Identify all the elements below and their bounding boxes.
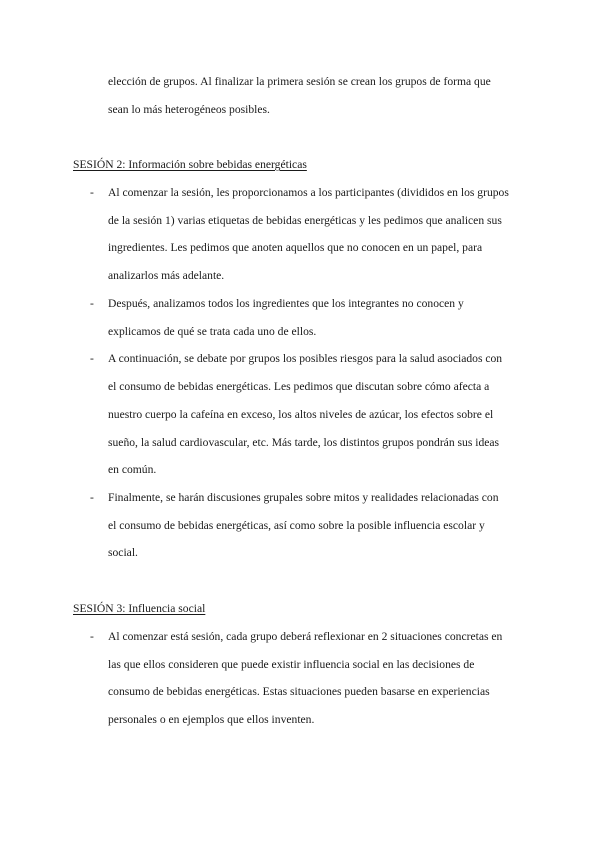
s3-b1-line-3: consumo de bebidas energéticas. Estas situaciones pueden basarse en experiencias [108, 685, 490, 698]
s2-b4-line-1: Finalmente, se harán discusiones grupales sobre mitos y realidades relacionadas con [108, 491, 499, 504]
s3-b1-line-4: personales o en ejemplos que ellos inventen. [108, 713, 315, 726]
s2-b4-line-2: el consumo de bebidas energéticas, así como sobre la posible influencia escolar y [108, 519, 485, 532]
s2-b3-line-1: A continuación, se debate por grupos los posibles riesgos para la salud asociados con [108, 352, 503, 365]
s2-b2-line-1: Después, analizamos todos los ingredientes que los integrantes no conocen y [108, 297, 464, 310]
s2-b3-line-5: en común. [108, 463, 157, 476]
s2-b4-line-3: social. [108, 546, 138, 559]
s2-b2-line-2: explicamos de qué se trata cada uno de ellos. [108, 325, 317, 338]
s3-b1-line-1: Al comenzar está sesión, cada grupo deberá reflexionar en 2 situaciones concretas en [108, 630, 503, 643]
s2-b1-line-3: ingredientes. Les pedimos que anoten aquellos que no conocen en un papel, para [108, 241, 483, 254]
s2-b3-line-2: el consumo de bebidas energéticas. Les pedimos que discutan sobre cómo afecta a [108, 380, 490, 393]
s2-b3-line-4: sueño, la salud cardiovascular, etc. Más tarde, los distintos grupos pondrán sus ideas [108, 436, 500, 449]
s2-b3-line-3: nuestro cuerpo la cafeína en exceso, los altos niveles de azúcar, los efectos sobre el [108, 408, 494, 421]
session2-heading: SESIÓN 2: Información sobre bebidas energéticas [73, 158, 307, 171]
intro-line-1: elección de grupos. Al finalizar la primera sesión se crean los grupos de forma que [108, 75, 491, 88]
bullet-dash: - [90, 352, 94, 365]
s2-b1-line-4: analizarlos más adelante. [108, 269, 225, 282]
bullet-dash: - [90, 491, 94, 504]
s3-b1-line-2: las que ellos consideren que puede existir influencia social en las decisiones de [108, 658, 475, 671]
intro-line-2: sean lo más heterogéneos posibles. [108, 103, 270, 116]
bullet-dash: - [90, 186, 94, 199]
s2-b1-line-1: Al comenzar la sesión, les proporcionamos a los participantes (divididos en los grupos [108, 186, 509, 199]
session3-heading: SESIÓN 3: Influencia social [73, 602, 206, 615]
s2-b1-line-2: de la sesión 1) varias etiquetas de bebidas energéticas y les pedimos que analicen sus [108, 214, 502, 227]
bullet-dash: - [90, 297, 94, 310]
bullet-dash: - [90, 630, 94, 643]
